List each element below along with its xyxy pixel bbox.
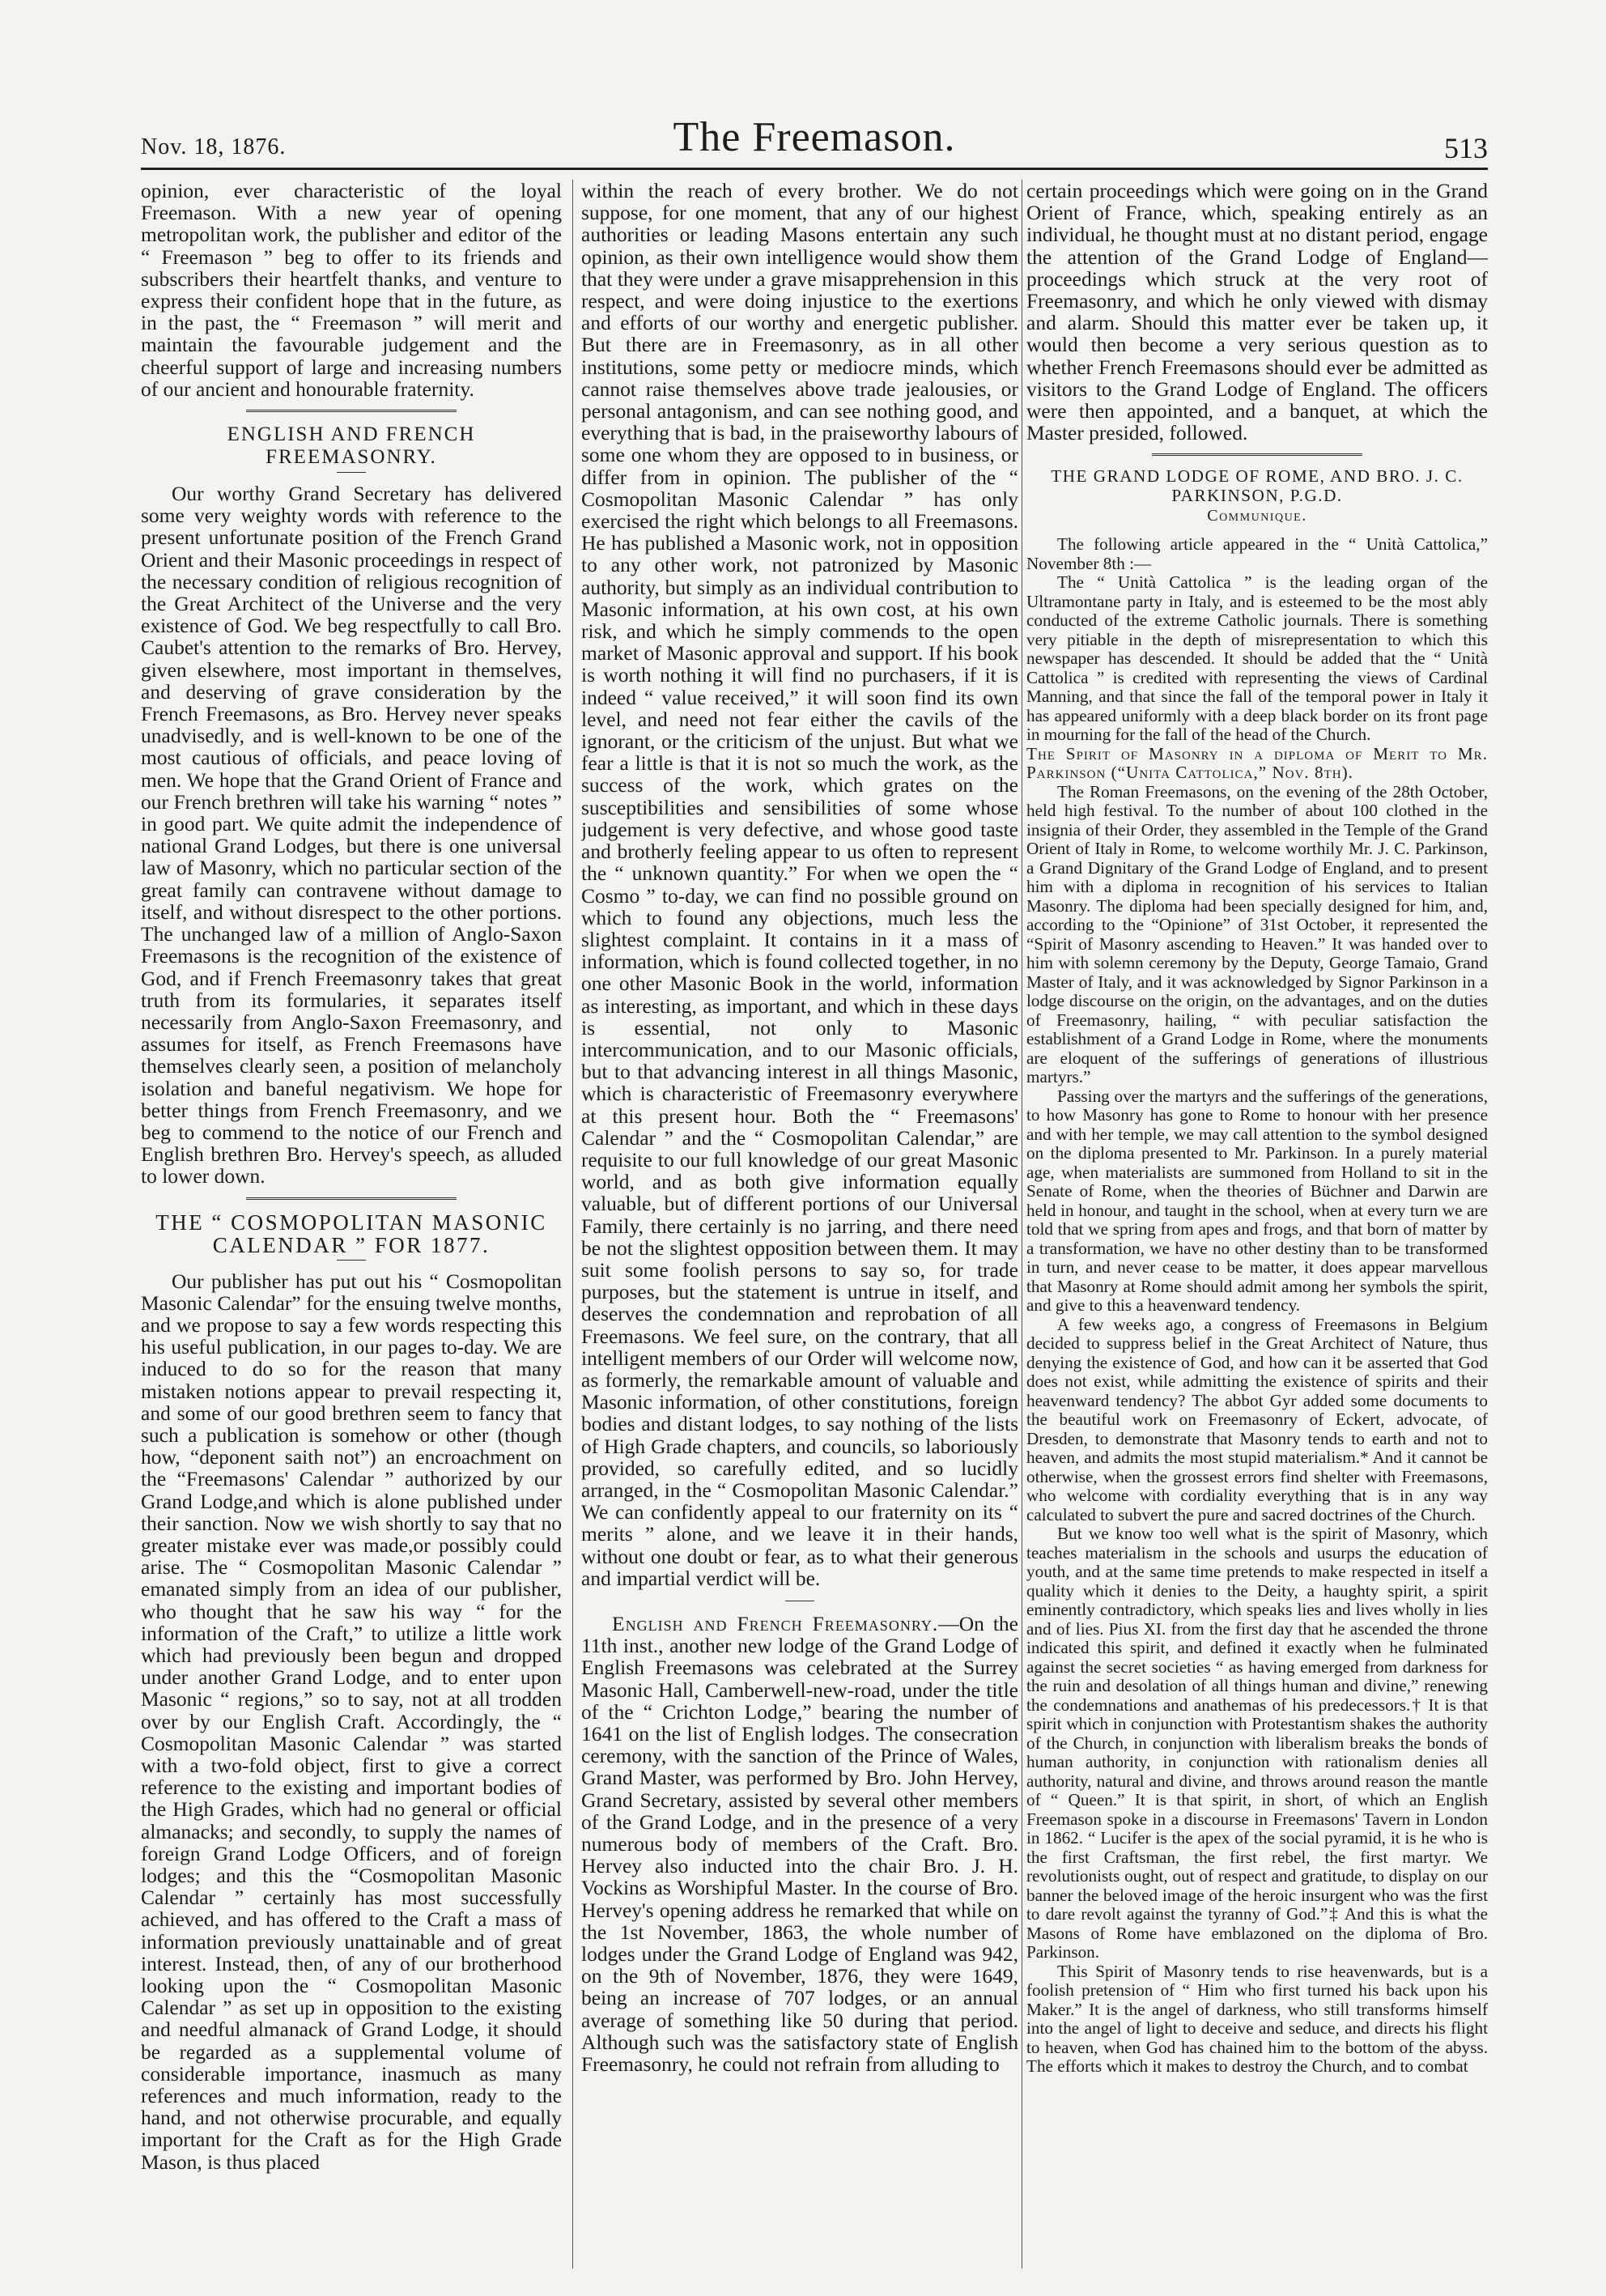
diploma-caption: The Spirit of Masonry in a diploma of Merit to Mr. Parkinson (“Unita Cattolica,” Nov. 8th). xyxy=(1026,743,1488,783)
article-paragraph: The “ Unità Cattolica ” is the leading organ of the Ultramontane party in Italy, and is esteemed to be the most ably conducted of the extreme Catholic journals. There is something very pitiable in the depth of misrepresentation to which this newspaper has descended. It should be added that the “ Unità Cattolica ” is credited with representing the views of Cardinal Manning, and that since the fall of the temporal power in Italy it has appeared uniformly with a deep black border on its front page in mourning for the fall of the head of the Church. xyxy=(1026,572,1488,745)
article-paragraph: A few weeks ago, a congress of Freemasons in Belgium decided to suppress belief in the Great Architect of Nature, thus denying the existence of God, and how can it be asserted that God does not exist, while admitting the existence of spirits and their heavenward tendency? The abbot Gyr added some documents to the beautiful work on Freemasonry of Eckert, advocate, of Dresden, to demonstrate that Masonry tends to earth and not to heaven, and admits the most stupid materialism.* And it cannot be otherwise, when the grossest errors find shelter with Freemasons, who welcome with cordiality everything that is in any way calculated to subvert the pure and sacred doctrines of the Church. xyxy=(1026,1314,1488,1524)
article-paragraph: certain proceedings which were going on in the Grand Orient of France, which, speaking entirely as an individual, he thought must at no distant period, engage the attention of the Grand Lodge of England—proceedings which struck at the very root of Freemasonry, and which he only viewed with dismay and alarm. Should this matter ever be taken up, it would then become a very serious question as to whether French Freemasons should ever be admitted as visitors to the Grand Lodge of England. The officers were then appointed, and a banquet, at which the Master presided, followed. xyxy=(1026,180,1488,445)
column-3 xyxy=(1026,180,1488,2268)
section-separator xyxy=(246,1197,457,1200)
article-paragraph: Passing over the martyrs and the sufferings of the generations, to how Masonry has gone to Rome to honour with her presence and with her temple, we may call attention to the symbol designed on the diploma presented to Mr. Parkinson. In a purely material age, when materialists are summoned from Holland to sit in the Senate of Rome, when the theories of Büchner and Darwin are held in honour, and taught in the school, when at every turn we are told that we spring from apes and frogs, and that born of matter by a transformation, we have no other destiny than to be transformed in turn, and never cease to be matter, it does appear marvellous that Masonry at Rome should admit among her symbols the spirit, and give to this a heavenward tendency. xyxy=(1026,1086,1488,1316)
page-number: 513 xyxy=(1444,132,1488,164)
article-heading-grand-lodge-rome: THE GRAND LODGE OF ROME, AND BRO. J. C. PARKINSON, P.G.D. xyxy=(1051,466,1464,505)
column-1 xyxy=(141,180,562,2268)
masthead-rule xyxy=(141,168,1488,170)
intro-paragraph: opinion, ever characteristic of the loyal Freemason. With a new year of opening metropolitan work, the publisher and editor of the “ Freemason ” beg to offer to its friends and subscribers their heartfelt thanks, and venture to express their confident hope that in the future, as in the past, the “ Freemason ” will merit and maintain the favourable judgement and the cheerful support of large and increasing numbers of our ancient and honourable fraternity. xyxy=(141,180,562,401)
column-divider-1 xyxy=(572,180,573,2268)
article-heading-cosmopolitan: THE “ COSMOPOLITAN MASONIC CALENDAR ” FOR 1877. xyxy=(155,1210,547,1257)
issue-date: Nov. 18, 1876. xyxy=(141,134,287,159)
masthead xyxy=(141,113,1488,162)
section-separator xyxy=(1152,453,1362,456)
heading-dash xyxy=(337,472,366,473)
section-separator xyxy=(246,410,457,412)
article-paragraph: But we know too well what is the spirit of Masonry, which teaches materialism in the schools and usurps the education of youth, and at the same time pretends to make respected in itself a quality which it denies to the Deity, a haughty spirit, a spirit eminently contradictory, which speaks lies and lives wholly in lies and of lies. Pius XI. from the first day that he ascended the throne indicated this spirit, and defined it exactly when he fulminated against the secret societies “ as having emerged from darkness for the ruin and desolation of all things human and divine,” renewing the condemnations and anathemas of his predecessors.† It is that spirit which in conjunction with Protestantism shakes the authority of the Church, in conjunction with liberalism breaks the bonds of human authority, in conjunction with rationalism denies all authority, natural and divine, and throws around reason the mantle of “ Queen.” It is that spirit, in short, of which an English Freemason spoke in a discourse in Freemasons' Tavern in London in 1862. “ Lucifer is the apex of the social pyramid, it is he who is the first Craftsman, the first rebel, the first martyr. We revolutionists ought, out of respect and gratitude, to display on our banner the beloved image of the heroic insurgent who was the first to dare revolt against the tyranny of God.”‡ And this is what the Masons of Rome have emblazoned on the diploma of Bro. Parkinson. xyxy=(1026,1524,1488,1962)
heading-dash xyxy=(337,1260,366,1261)
article-paragraph: The Roman Freemasons, on the evening of the 28th October, held high festival. To the number of about 100 clothed in the insignia of their Order, they assembled in the Temple of the Grand Orient of Italy in Rome, to welcome worthily Mr. J. C. Parkinson, a Grand Dignitary of the Grand Lodge of England, and to present him with a diploma in recognition of his services to Italian Masonry. The diploma had been specially designed for him, and, according to the “Opinione” of 31st October, it represented the “Spirit of Masonry ascending to Heaven.” It was handed over to him with solemn ceremony by the Deputy, George Tamaio, Grand Master of Italy, and it was acknowledged by Signor Parkinson in a lodge discourse on the origin, on the advantages, and on the duties of Freemasonry, hailing, “ with peculiar satisfaction the establishment of a Grand Lodge in Rome, where the monuments are eloquent of the sufferings of generations of illustrious martyrs.” xyxy=(1026,781,1488,1087)
news-paragraph xyxy=(581,1613,1018,2075)
news-body: —On the 11th inst., another new lodge of the Grand Lodge of English Freemasons was celebrated at the Surrey Masonic Hall, Camberwell-new-road, under the title of the “ Crichton Lodge,” bearing the number of 1641 on the list of English lodges. The consecration ceremony, with the sanction of the Prince of Wales, Grand Master, was performed by Bro. John Hervey, Grand Secretary, assisted by several other members of the Grand Lodge, and in the presence of a very numerous body of members of the Craft. Bro. Hervey also inducted into the chair Bro. J. H. Vockins as Worshipful Master. In the course of Bro. Hervey's opening address he remarked that while on the 1st November, 1863, the whole number of lodges under the Grand Lodge of England was 942, on the 9th of November, 1876, they were 1649, being an increase of 707 lodges, or an annual average of something like 50 during that period. Although such was the satisfactory state of English Freemasonry, he could not refrain from alluding to xyxy=(581,1612,1018,2077)
column-2 xyxy=(581,180,1018,2268)
newspaper-title: The Freemason. xyxy=(673,114,956,160)
article-subheading: Communique. xyxy=(1207,507,1307,525)
article-paragraph: within the reach of every brother. We do not suppose, for one moment, that any of our highest authorities or leading Masons entertain any such opinion, as their own intelligence would show them that they were under a grave misapprehension in this respect, and were doing injustice to the exertions and efforts of our worthy and energetic publisher. But there are in Freemasonry, as in all other institutions, some petty or mediocre minds, which cannot raise themselves above trade jealousies, or personal antagonism, and can see nothing good, and everything that is bad, in the praiseworthy labours of some one whom they are opposed to in business, or differ from in opinion. The publisher of the “ Cosmopolitan Masonic Calendar ” has only exercised the right which belongs to all Freemasons. He has published a Masonic work, not in opposition to any other work, not patronized by Masonic authority, but simply as an individual contribution to Masonic information, at his own cost, at his own risk, and which he simply commends to the open market of Masonic approval and support. If his book is worth nothing it will find no purchasers, if it is indeed “ value received,” it will soon find its own level, and need not fear either the cavils of the ignorant, or the criticism of the unjust. But what we fear a little is that it is not so much the work, as the success of the work, which grates on the susceptibilities and sensibilities of some whose judgement is very defective, and whose good taste and brotherly feeling appear to us often to represent the “ unknown quantity.” For when we open the “ Cosmo ” to-day, we can find no possible ground on which to found any objections, much less the slightest complaint. It contains in it a mass of information, which is found collected together, in no one other Masonic Book in the world, information as interesting, as important, and which in these days is essential, not only to Masonic intercommunication, and to our Masonic officials, but to that advancing interest in all things Masonic, which is characteristic of Freemasonry everywhere at this present hour. Both the “ Freemasons' Calendar ” and the “ Cosmopolitan Calendar,” are requisite to our full knowledge of our great Masonic world, and as both give information equally valuable, but of different portions of our Universal Family, there certainly is no jarring, and there need be not the slightest opposition between them. It may suit some foolish persons to say so, for trade purposes, but the statement is untrue in itself, and deserves the condemnation and reprobation of all Freemasons. We feel sure, on the contrary, that all intelligent members of our Order will welcome now, as formerly, the remarkable amount of valuable and Masonic information, of other constitutions, foreign bodies and distant lodges, to say nothing of the lists of High Grade chapters, and councils, so laboriously provided, so carefully edited, and so lucidly arranged, in the “ Cosmopolitan Masonic Calendar.” We can confidently appeal to our fraternity on its “ merits ” alone, and we leave it in their hands, without one doubt or fear, as to what their generous and impartial verdict will be. xyxy=(581,180,1018,1590)
article-paragraph: The following article appeared in the “ Unità Cattolica,” November 8th :— xyxy=(1026,534,1488,573)
article-paragraph: This Spirit of Masonry tends to rise heavenwards, but is a foolish pretension of “ Him who first turned his back upon his Maker.” It is the angel of darkness, who still transforms himself into the angel of light to deceive and seduce, and directs his flight to heaven, when God has chained him to the bottom of the abyss. The efforts which it makes to destroy the Church, and to combat xyxy=(1026,1961,1488,2077)
article-paragraph: Our publisher has put out his “ Cosmopolitan Masonic Calendar” for the ensuing twelve months, and we propose to say a few words respecting this his useful publication, in our pages to-day. We are induced to do so for the reason that many mistaken notions appear to prevail respecting it, and some of our good brethren seem to fancy that such a publication is somehow or other (though how, “deponent saith not”) an encroachment on the “Freemasons' Calendar ” authorized by our Grand Lodge,and which is alone published under their sanction. Now we wish shortly to say that no greater mistake ever was made,or possibly could arise. The “ Cosmopolitan Masonic Calendar ” emanated simply from an idea of our publisher, who thought that he saw his way “ for the information of the Craft,” to utilize a little work which had previously been begun and dropped under another Grand Lodge, and to enter upon Masonic “ regions,” so to say, not at all trodden over by our English Craft. Accordingly, the “ Cosmopolitan Masonic Calendar ” was started with a two-fold object, first to give a correct reference to the existing and important bodies of the High Grades, which had no general or official almanacks; and secondly, to supply the names of foreign Grand Lodge Officers, and of foreign lodges; and this the “Cosmopolitan Masonic Calendar ” certainly has most successfully achieved, and has offered to the Craft a mass of information previously unattainable and of great interest. Instead, then, of any of our brotherhood looking upon the “ Cosmopolitan Masonic Calendar ” as set up in opposition to the existing and needful almanack of Grand Lodge, it should be regarded as a supplemental volume of considerable importance, inasmuch as many references and much information, ready to the hand, and not otherwise procurable, and equally important for the Craft as for the High Grade Mason, is thus placed xyxy=(141,1269,562,2174)
news-lead: English and French Freemasonry. xyxy=(612,1612,939,1635)
article-heading-english-french: ENGLISH AND FRENCH FREEMASONRY. xyxy=(227,423,476,469)
article-paragraph: Our worthy Grand Secretary has delivered some very weighty words with reference to the present unfortunate position of the French Grand Orient and their Masonic proceedings in respect of the necessary condition of religious recognition of the Great Architect of the Universe and the very existence of God. We beg respectfully to call Bro. Caubet's attention to the remarks of Bro. Hervey, given elsewhere, most important in themselves, and deserving of grave consideration by the French Freemasons, as Bro. Hervey never speaks unadvisedly, and is well-known to be one of the most cautious of officials, and peace loving of men. We hope that the Grand Orient of France and our French brethren will take his warning “ notes ” in good part. We quite admit the independence of national Grand Lodges, but there is one universal law of Masonry, which no particular section of the great family can contravene without damage to itself, and without disrespect to the other portions. The unchanged law of a million of Anglo-Saxon Freemasons is the recognition of the existence of God, and if French Freemasonry takes that great truth from its formularies, it separates itself necessarily from Anglo-Saxon Freemasonry, and assumes for itself, as French Freemasons have themselves clearly seen, a position of melancholy isolation and baneful negativism. We hope for better things from French Freemasonry, and we beg to commend to the notice of our French and English brethren Bro. Hervey's speech, as alluded to lower down. xyxy=(141,482,562,1188)
